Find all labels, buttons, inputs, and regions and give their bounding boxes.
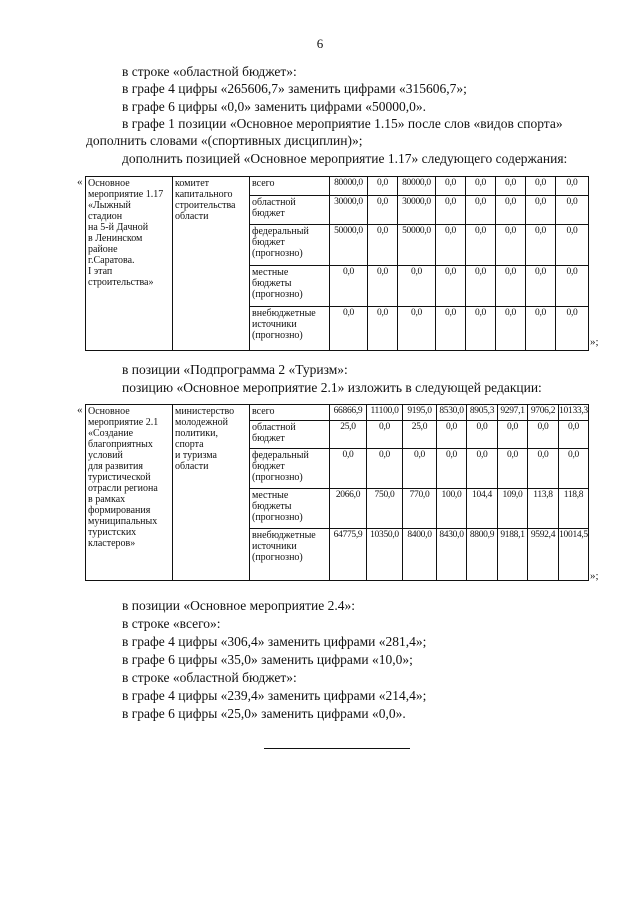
table1-cell: 0,0: [368, 196, 398, 225]
table1-cell: 0,0: [496, 307, 526, 351]
table1-cell: 0,0: [466, 266, 496, 307]
table2-cell: 0,0: [330, 449, 367, 489]
table2-cell: 2066,0: [330, 489, 367, 529]
table2-cell: 25,0: [330, 421, 367, 449]
table1-cell: 0,0: [368, 225, 398, 266]
table1-measure-name: Основное мероприятие 1.17 «Лыжный стадион на 5-й Дачной в Ленинском районе г.Саратова. I этап строительства»: [86, 177, 173, 351]
table2-cell: 0,0: [403, 449, 437, 489]
intro-line-6: дополнить позицией «Основное мероприятие 1.17» следующего содержания:: [122, 151, 568, 166]
table1-source: областной бюджет: [250, 196, 330, 225]
table1-source: местные бюджеты (прогнозно): [250, 266, 330, 307]
table1-cell: 0,0: [436, 196, 466, 225]
table2-close-quote: »;: [590, 570, 599, 582]
table2-executor: министерство молодежной политики, спорта и туризма области: [173, 405, 250, 581]
table2-cell: 0,0: [467, 449, 498, 489]
table1-cell: 0,0: [556, 225, 589, 266]
table2-cell: 0,0: [498, 449, 528, 489]
table1-cell: 0,0: [526, 307, 556, 351]
table1-cell: 0,0: [368, 266, 398, 307]
table1-cell: 0,0: [466, 196, 496, 225]
table2-source: всего: [250, 405, 330, 421]
table2-cell: 109,0: [498, 489, 528, 529]
table1-cell: 0,0: [398, 307, 436, 351]
table1-cell: 0,0: [526, 177, 556, 196]
table1-cell: 0,0: [466, 307, 496, 351]
intro-line-2: в графе 4 цифры «265606,7» заменить цифрами «315606,7»;: [122, 81, 467, 96]
table2-cell: 0,0: [528, 421, 559, 449]
table1-cell: 0,0: [368, 177, 398, 196]
table1-cell: 0,0: [556, 177, 589, 196]
table2-cell: 118,8: [559, 489, 589, 529]
table2-cell: 8400,0: [403, 529, 437, 581]
table2: [85, 404, 589, 581]
table1-cell: 0,0: [466, 225, 496, 266]
table1-cell: 0,0: [436, 177, 466, 196]
table2-cell: 0,0: [498, 421, 528, 449]
table2-cell: 113,8: [528, 489, 559, 529]
table2-cell: 10014,5: [559, 529, 589, 581]
table2-cell: 0,0: [367, 421, 403, 449]
table2-cell: 9188,1: [498, 529, 528, 581]
table2-cell: 0,0: [437, 421, 467, 449]
table1-cell: 0,0: [368, 307, 398, 351]
table1-cell: 0,0: [330, 266, 368, 307]
table1-cell: 0,0: [436, 307, 466, 351]
table1-cell: 0,0: [496, 177, 526, 196]
table1-cell: 50000,0: [330, 225, 368, 266]
middle-line-1: в позиции «Подпрограмма 2 «Туризм»:: [122, 362, 348, 377]
table1-source: федеральный бюджет (прогнозно): [250, 225, 330, 266]
table2-cell: 100,0: [437, 489, 467, 529]
table2-cell: 9297,1: [498, 405, 528, 421]
final-line-5: в строке «областной бюджет»:: [122, 670, 297, 685]
table2-cell: 8905,3: [467, 405, 498, 421]
intro-line-5: дополнить словами «(спортивных дисциплин)»;: [86, 133, 363, 148]
table1-open-quote: «: [77, 176, 83, 188]
table2-cell: 9195,0: [403, 405, 437, 421]
table1-cell: 0,0: [556, 196, 589, 225]
table2-row-total: [86, 405, 589, 421]
table2-source: федеральный бюджет (прогнозно): [250, 449, 330, 489]
table1-cell: 0,0: [526, 225, 556, 266]
table2-open-quote: «: [77, 404, 83, 416]
table2-source: внебюджетные источники (прогнозно): [250, 529, 330, 581]
table1-cell: 0,0: [398, 266, 436, 307]
final-line-7: в графе 6 цифры «25,0» заменить цифрами «0,0».: [122, 706, 406, 721]
table2-cell: 9706,2: [528, 405, 559, 421]
table2-cell: 25,0: [403, 421, 437, 449]
table1-cell: 50000,0: [398, 225, 436, 266]
final-line-2: в строке «всего»:: [122, 616, 221, 631]
table1-cell: 0,0: [556, 266, 589, 307]
middle-line-2: позицию «Основное мероприятие 2.1» изложить в следующей редакции:: [122, 380, 542, 395]
table1-cell: 30000,0: [398, 196, 436, 225]
table1-executor: комитет капитального строительства области: [173, 177, 250, 351]
table2-cell: 750,0: [367, 489, 403, 529]
table2-source: областной бюджет: [250, 421, 330, 449]
table2-cell: 0,0: [437, 449, 467, 489]
table1-cell: 0,0: [496, 196, 526, 225]
table2-cell: 10350,0: [367, 529, 403, 581]
table1-cell: 0,0: [436, 225, 466, 266]
table2-cell: 11100,0: [367, 405, 403, 421]
table1-row-total: [86, 177, 589, 196]
table2-cell: 64775,9: [330, 529, 367, 581]
table2-cell: 10133,3: [559, 405, 589, 421]
table1-cell: 80000,0: [398, 177, 436, 196]
table2-cell: 9592,4: [528, 529, 559, 581]
final-line-6: в графе 4 цифры «239,4» заменить цифрами «214,4»;: [122, 688, 427, 703]
final-line-1: в позиции «Основное мероприятие 2.4»:: [122, 598, 355, 613]
table2-cell: 8430,0: [437, 529, 467, 581]
table1-cell: 0,0: [496, 266, 526, 307]
table2-cell: 0,0: [559, 449, 589, 489]
table1: [85, 176, 589, 351]
final-line-3: в графе 4 цифры «306,4» заменить цифрами «281,4»;: [122, 634, 427, 649]
intro-line-3: в графе 6 цифры «0,0» заменить цифрами «50000,0».: [122, 99, 426, 114]
table2-measure-name: Основное мероприятие 2.1 «Создание благоприятных условий для развития туристической отрасли региона в рамках формирования муниципальных туристских кластеров»: [86, 405, 173, 581]
end-divider-line: [264, 748, 410, 749]
table2-cell: 104,4: [467, 489, 498, 529]
table1-cell: 0,0: [526, 266, 556, 307]
intro-line-4: в графе 1 позиции «Основное мероприятие 1.15» после слов «видов спорта»: [122, 116, 563, 131]
table2-cell: 66866,9: [330, 405, 367, 421]
table1-cell: 80000,0: [330, 177, 368, 196]
table1-source: всего: [250, 177, 330, 196]
table1-cell: 0,0: [526, 196, 556, 225]
table2-cell: 770,0: [403, 489, 437, 529]
table1-cell: 0,0: [330, 307, 368, 351]
table2-cell: 0,0: [528, 449, 559, 489]
table1-cell: 0,0: [436, 266, 466, 307]
table2-cell: 8530,0: [437, 405, 467, 421]
table1-cell: 0,0: [556, 307, 589, 351]
table1-cell: 30000,0: [330, 196, 368, 225]
table2-source: местные бюджеты (прогнозно): [250, 489, 330, 529]
table2-cell: 8800,9: [467, 529, 498, 581]
table1-source: внебюджетные источники (прогнозно): [250, 307, 330, 351]
table2-cell: 0,0: [367, 449, 403, 489]
table1-cell: 0,0: [466, 177, 496, 196]
table1-cell: 0,0: [496, 225, 526, 266]
table2-cell: 0,0: [559, 421, 589, 449]
final-line-4: в графе 6 цифры «35,0» заменить цифрами «10,0»;: [122, 652, 413, 667]
table1-close-quote: »;: [590, 336, 599, 348]
page-number: 6: [316, 36, 324, 51]
intro-line-1: в строке «областной бюджет»:: [122, 64, 297, 79]
table2-cell: 0,0: [467, 421, 498, 449]
